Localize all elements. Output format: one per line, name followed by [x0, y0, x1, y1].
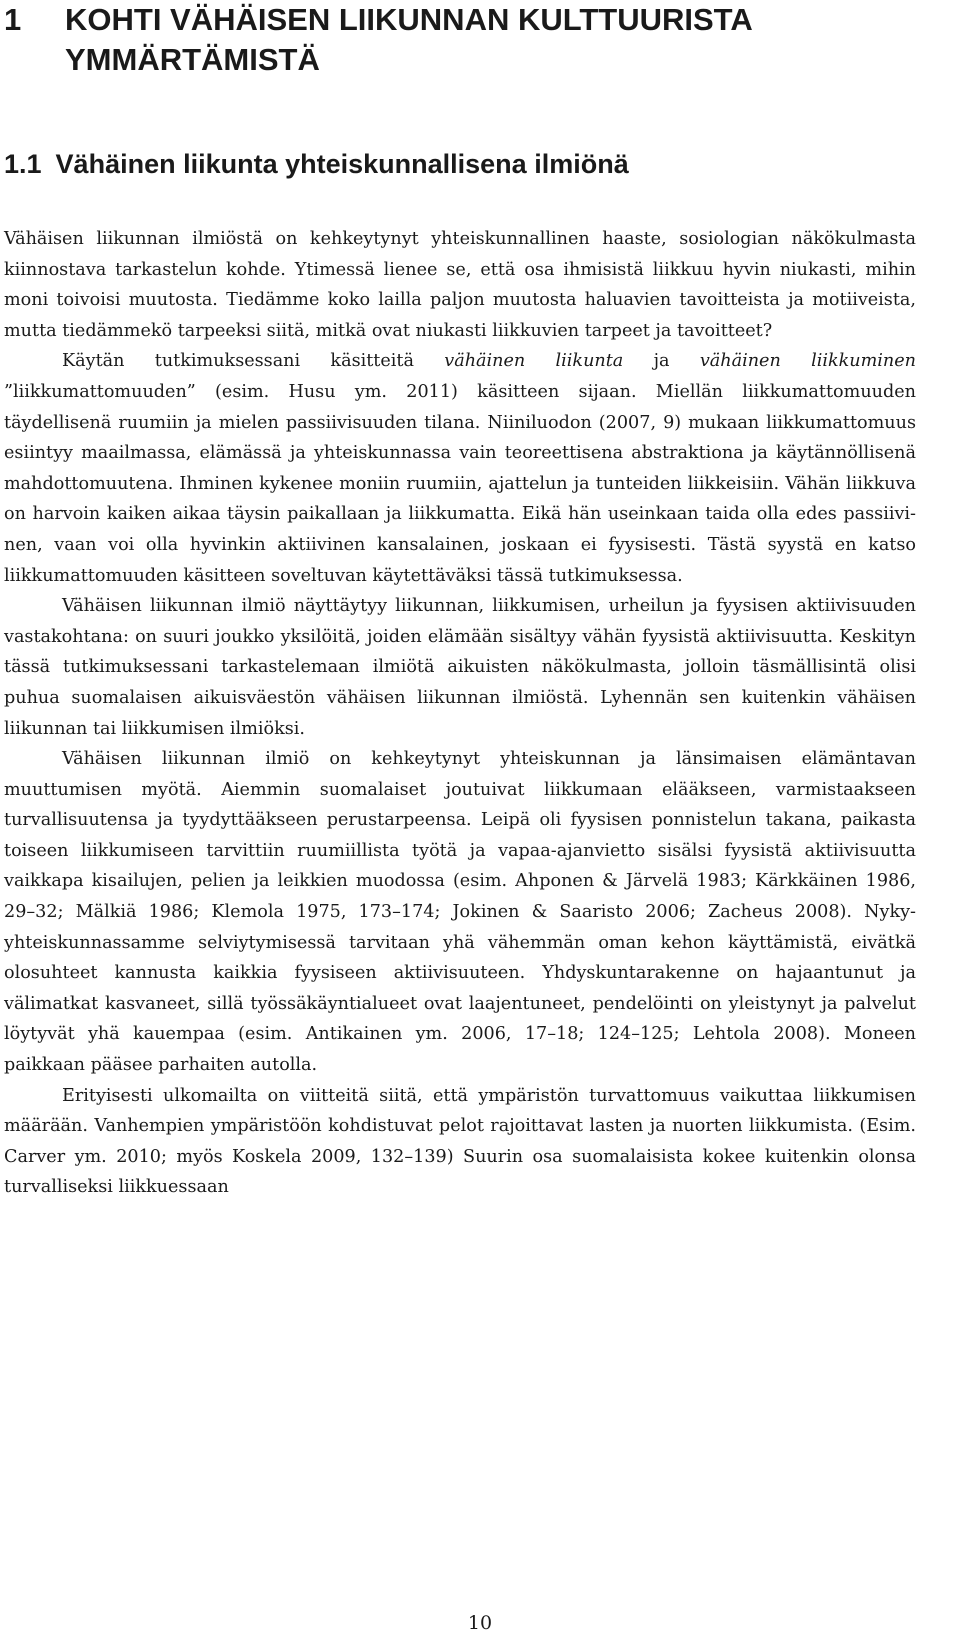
paragraph-2: [4, 346, 916, 591]
chapter-title: KOHTI VÄHÄISEN LIIKUNNAN KULTTUURISTA YMMÄRTÄMISTÄ: [65, 2, 752, 77]
paragraph-2-text-b: ja: [623, 351, 700, 372]
term-vahainen-liikunta: vähäinen liikunta: [444, 351, 624, 372]
section-heading: [4, 147, 944, 181]
paragraph-4: Vähäisen liikunnan ilmiö on kehkeytynyt yhteiskunnan ja länsimaisen elämäntavan muuttumisen myötä. Aiemmin suomalaiset joutuivat liikkumaan elääkseen, varmistaakseen turvallisuutensa ja tyydyttääkseen perustarpeensa. Leipä oli fyysisen ponnistelun takana, paikasta toiseen liikkumiseen tarvittiin ruumiillista työtä ja vapaa-ajanvietto sisälsi fyysistä aktiivisuutta vaikkapa kisailujen, pelien ja leikkien muodossa (esim. Ahponen & Järvelä 1983; Kärkkäinen 1986, 29–32; Mälkiä 1986; Klemola 1975, 173–174; Jokinen & Saaristo 2006; Zacheus 2008). Nykyyhteiskunnassamme selviytymisessä tarvitaan yhä vähemmän oman kehon käyttämistä, eivätkä olosuhteet kannusta kaikkia fyysiseen aktiivisuuteen. Yhdyskuntarakenne on hajaantunut ja välimatkat kasvaneet, sillä työssäkäyntialueet ovat laajentuneet, pendelöinti on yleistynyt ja palvelut löytyvät yhä kauempaa (esim. Antikainen ym. 2006, 17–18; 124–125; Lehtola 2008). Moneen paikkaan pääsee parhaiten autolla.: [4, 749, 916, 1076]
body-text: [4, 224, 916, 1203]
term-vahainen-liikkuminen: vähäinen liikkuminen: [699, 351, 916, 372]
section-title: Vähäinen liikunta yhteiskunnallisena ilmiönä: [55, 149, 629, 179]
paragraph-2-text-a: Käytän tutkimuksessani käsitteitä: [62, 351, 445, 372]
section-number: 1.1: [4, 149, 42, 179]
page-number: 10: [467, 1612, 493, 1634]
paragraph-5: Erityisesti ulkomailta on viitteitä siitä, että ympäristön turvattomuus vaikuttaa liikkumisen määrään. Vanhempien ympäristöön kohdistuvat pelot rajoittavat lasten ja nuorten liikkumista. (Esim. Carver ym. 2010; myös Koskela 2009, 132–139) Suurin osa suomalaisista kokee kuitenkin olonsa turvalliseksi liikkuessaan: [4, 1085, 916, 1198]
chapter-number: 1: [4, 2, 22, 37]
paragraph-1: Vähäisen liikunnan ilmiöstä on kehkeytynyt yhteiskunnallinen haaste, sosiologian näkökulmasta kiinnostava tarkastelun kohde. Ytimessä lienee se, että osa ihmisistä liikkuu hyvin niukasti, mihin moni toivoisi muutosta. Tiedämme koko lailla paljon muutosta haluavien tavoitteista ja motiiveista, mutta tiedämmekö tarpeeksi siitä, mitkä ovat niukasti liikkuvien tarpeet ja tavoitteet?: [4, 229, 916, 341]
paragraph-2-text-c: ”liikkumattomuuden” (esim. Husu ym. 2011) käsitteen sijaan. Miellän liikkumattomuuden täydellisenä ruumiin ja mielen passiivisuuden tilana. Niiniluodon (2007, 9) mukaan liikkumattomuus esiintyy maailmassa, elämässä ja yhteiskunnassa vain teoreettisena abstraktiona ja käytännöllisenä mahdottomuutena. Ihminen kykenee moniin ruumiin, ajattelun ja tunteiden liikkeisiin. Vähän liikkuva on harvoin kaiken aikaa täysin paikallaan ja liikkumatta. Eikä hän useinkaan taida olla edes passiivinen, vaan voi olla hyvinkin aktiivinen kansalainen, joskaan ei fyysisesti. Tästä syystä en katso liikkumattomuuden käsitteen soveltuvan käytettäväksi tässä tutkimuksessa.: [4, 381, 916, 586]
paragraph-3: Vähäisen liikunnan ilmiö näyttäytyy liikunnan, liikkumisen, urheilun ja fyysisen aktiivisuuden vastakohtana: on suuri joukko yksilöitä, joiden elämään sisältyy vähän fyysistä aktiivisuutta. Keskityn tässä tutkimuksessani tarkastelemaan ilmiötä aikuisten näkökulmasta, jolloin täsmällisintä olisi puhua suomalaisen aikuisväestön vähäisen liikunnan ilmiöstä. Lyhennän sen kuitenkin vähäisen liikunnan tai liikkumisen ilmiöksi.: [4, 596, 916, 739]
